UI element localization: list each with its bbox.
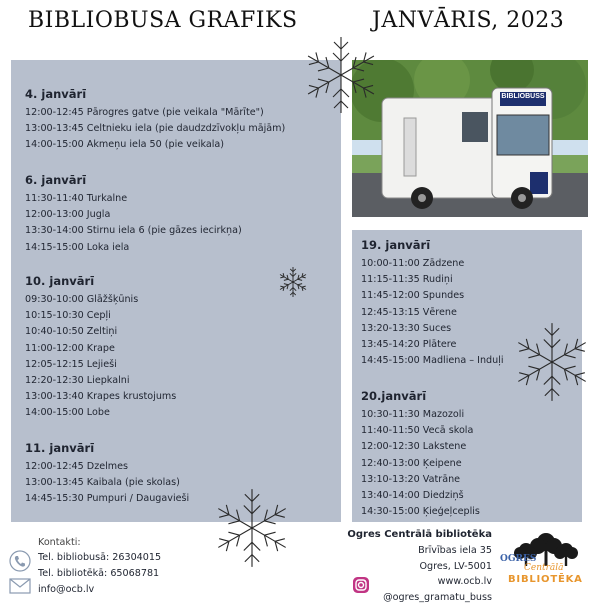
day-heading: 19. janvārī [361, 238, 431, 252]
schedule-entry: 11:15-11:35 Rudiņi [361, 274, 453, 286]
contacts-block [38, 550, 161, 597]
schedule-entry: 12:20-12:30 Liepkalni [25, 375, 130, 387]
library-name: Ogres Centrālā bibliotēka [347, 529, 492, 540]
logo-line2: Centrālā [524, 563, 564, 573]
schedule-entry: 14:00-15:00 Lobe [25, 407, 110, 419]
bus-photo-svg [352, 60, 588, 217]
schedule-entry: 14:30-15:00 Ķieģeļceplis [361, 506, 480, 518]
phone-bus: Tel. bibliobusā: 26304015 [38, 552, 162, 563]
library-website[interactable]: www.ocb.lv [437, 576, 492, 588]
day-block-11-jan [25, 441, 189, 508]
schedule-entry: 12:40-13:00 Ķeipene [361, 457, 462, 469]
bibliobus-photo [352, 60, 588, 217]
day-heading: 11. janvārī [25, 441, 95, 455]
schedule-entry: 12:00-12:45 Pārogres gatve (pie veikala "Mārīte") [25, 107, 264, 118]
phone-icon [9, 550, 31, 572]
snowflake-icon [276, 265, 310, 299]
schedule-entry: 13:30-14:00 Stirnu iela 6 (pie gāzes iecirkņa) [25, 225, 242, 237]
schedule-entry: 10:40-10:50 Zeltiņi [25, 326, 118, 338]
schedule-entry: 11:40-11:50 Vecā skola [361, 425, 474, 437]
library-instagram[interactable]: @ogres_gramatu_buss [383, 592, 492, 604]
schedule-entry: 10:15-10:30 Cepļi [25, 310, 111, 322]
phone-library: Tel. bibliotēkā: 65068781 [38, 567, 160, 579]
snowflake-icon [298, 32, 384, 118]
schedule-entry: 13:00-13:40 Krapes krustojums [25, 391, 177, 403]
library-street: Brīvības iela 35 [418, 544, 492, 556]
schedule-entry: 13:40-14:00 Diedziņš [361, 490, 464, 502]
schedule-entry: 11:45-12:00 Spundes [361, 290, 465, 302]
schedule-entry: 12:05-12:15 Lejieši [25, 358, 117, 370]
schedule-entry: 09:30-10:00 Glāžšķūnis [25, 294, 139, 305]
library-info [332, 527, 492, 606]
day-heading: 4. janvārī [25, 87, 87, 101]
schedule-entry: 12:00-12:30 Lakstene [361, 441, 467, 453]
bus-sign-text: BIBLIOBUSS [501, 93, 545, 100]
page-title: BIBLIOBUSA GRAFIKS [28, 8, 298, 33]
email-icon [9, 578, 31, 594]
snowflake-icon [208, 484, 296, 572]
schedule-entry: 12:45-13:15 Vērene [361, 306, 457, 318]
day-block-4-jan [25, 87, 285, 154]
day-block-10-jan [25, 274, 176, 422]
schedule-entry: 11:30-11:40 Turkalne [25, 193, 128, 204]
schedule-entry: 14:15-15:00 Loka iela [25, 241, 130, 253]
schedule-entry: 12:00-12:45 Dzelmes [25, 461, 129, 472]
email-address[interactable]: info@ocb.lv [38, 583, 95, 595]
day-heading: 6. janvārī [25, 173, 87, 187]
schedule-entry: 13:10-13:20 Vatrāne [361, 473, 461, 485]
day-block-20-jan [361, 389, 480, 520]
bus-shape [382, 88, 552, 209]
schedule-entry: 13:00-13:45 Celtnieku iela (pie daudzdzīvokļu mājām) [25, 123, 286, 135]
logo-line1: OGRES [500, 554, 537, 564]
day-heading: 10. janvārī [25, 274, 95, 288]
schedule-entry: 14:00-15:00 Akmeņu iela 50 (pie veikala) [25, 139, 225, 151]
library-logo [500, 532, 592, 594]
schedule-entry: 11:00-12:00 Krape [25, 342, 115, 354]
day-heading: 20.janvārī [361, 389, 427, 403]
snowflake-icon [508, 318, 596, 406]
schedule-entry: 14:45-15:30 Pumpuri / Daugavieši [25, 493, 190, 505]
schedule-entry: 10:00-11:00 Zādzene [361, 258, 465, 269]
day-block-6-jan [25, 173, 242, 256]
schedule-entry: 13:20-13:30 Suces [361, 322, 452, 334]
schedule-entry: 12:00-13:00 Jugla [25, 209, 111, 221]
logo-line3: BIBLIOTĒKA [508, 574, 583, 585]
day-block-19-jan [361, 238, 504, 369]
library-city: Ogres, LV-5001 [419, 560, 492, 572]
month-title: JANVĀRIS, 2023 [372, 8, 565, 33]
schedule-entry: 13:45-14:20 Plātere [361, 339, 457, 351]
instagram-icon[interactable] [352, 576, 370, 594]
schedule-entry: 13:00-13:45 Kaibala (pie skolas) [25, 477, 180, 489]
schedule-entry: 14:45-15:00 Madliena – Induļi [361, 355, 504, 367]
schedule-entry: 10:30-11:30 Mazozoli [361, 409, 465, 420]
contacts-label: Kontakti: [38, 537, 81, 548]
